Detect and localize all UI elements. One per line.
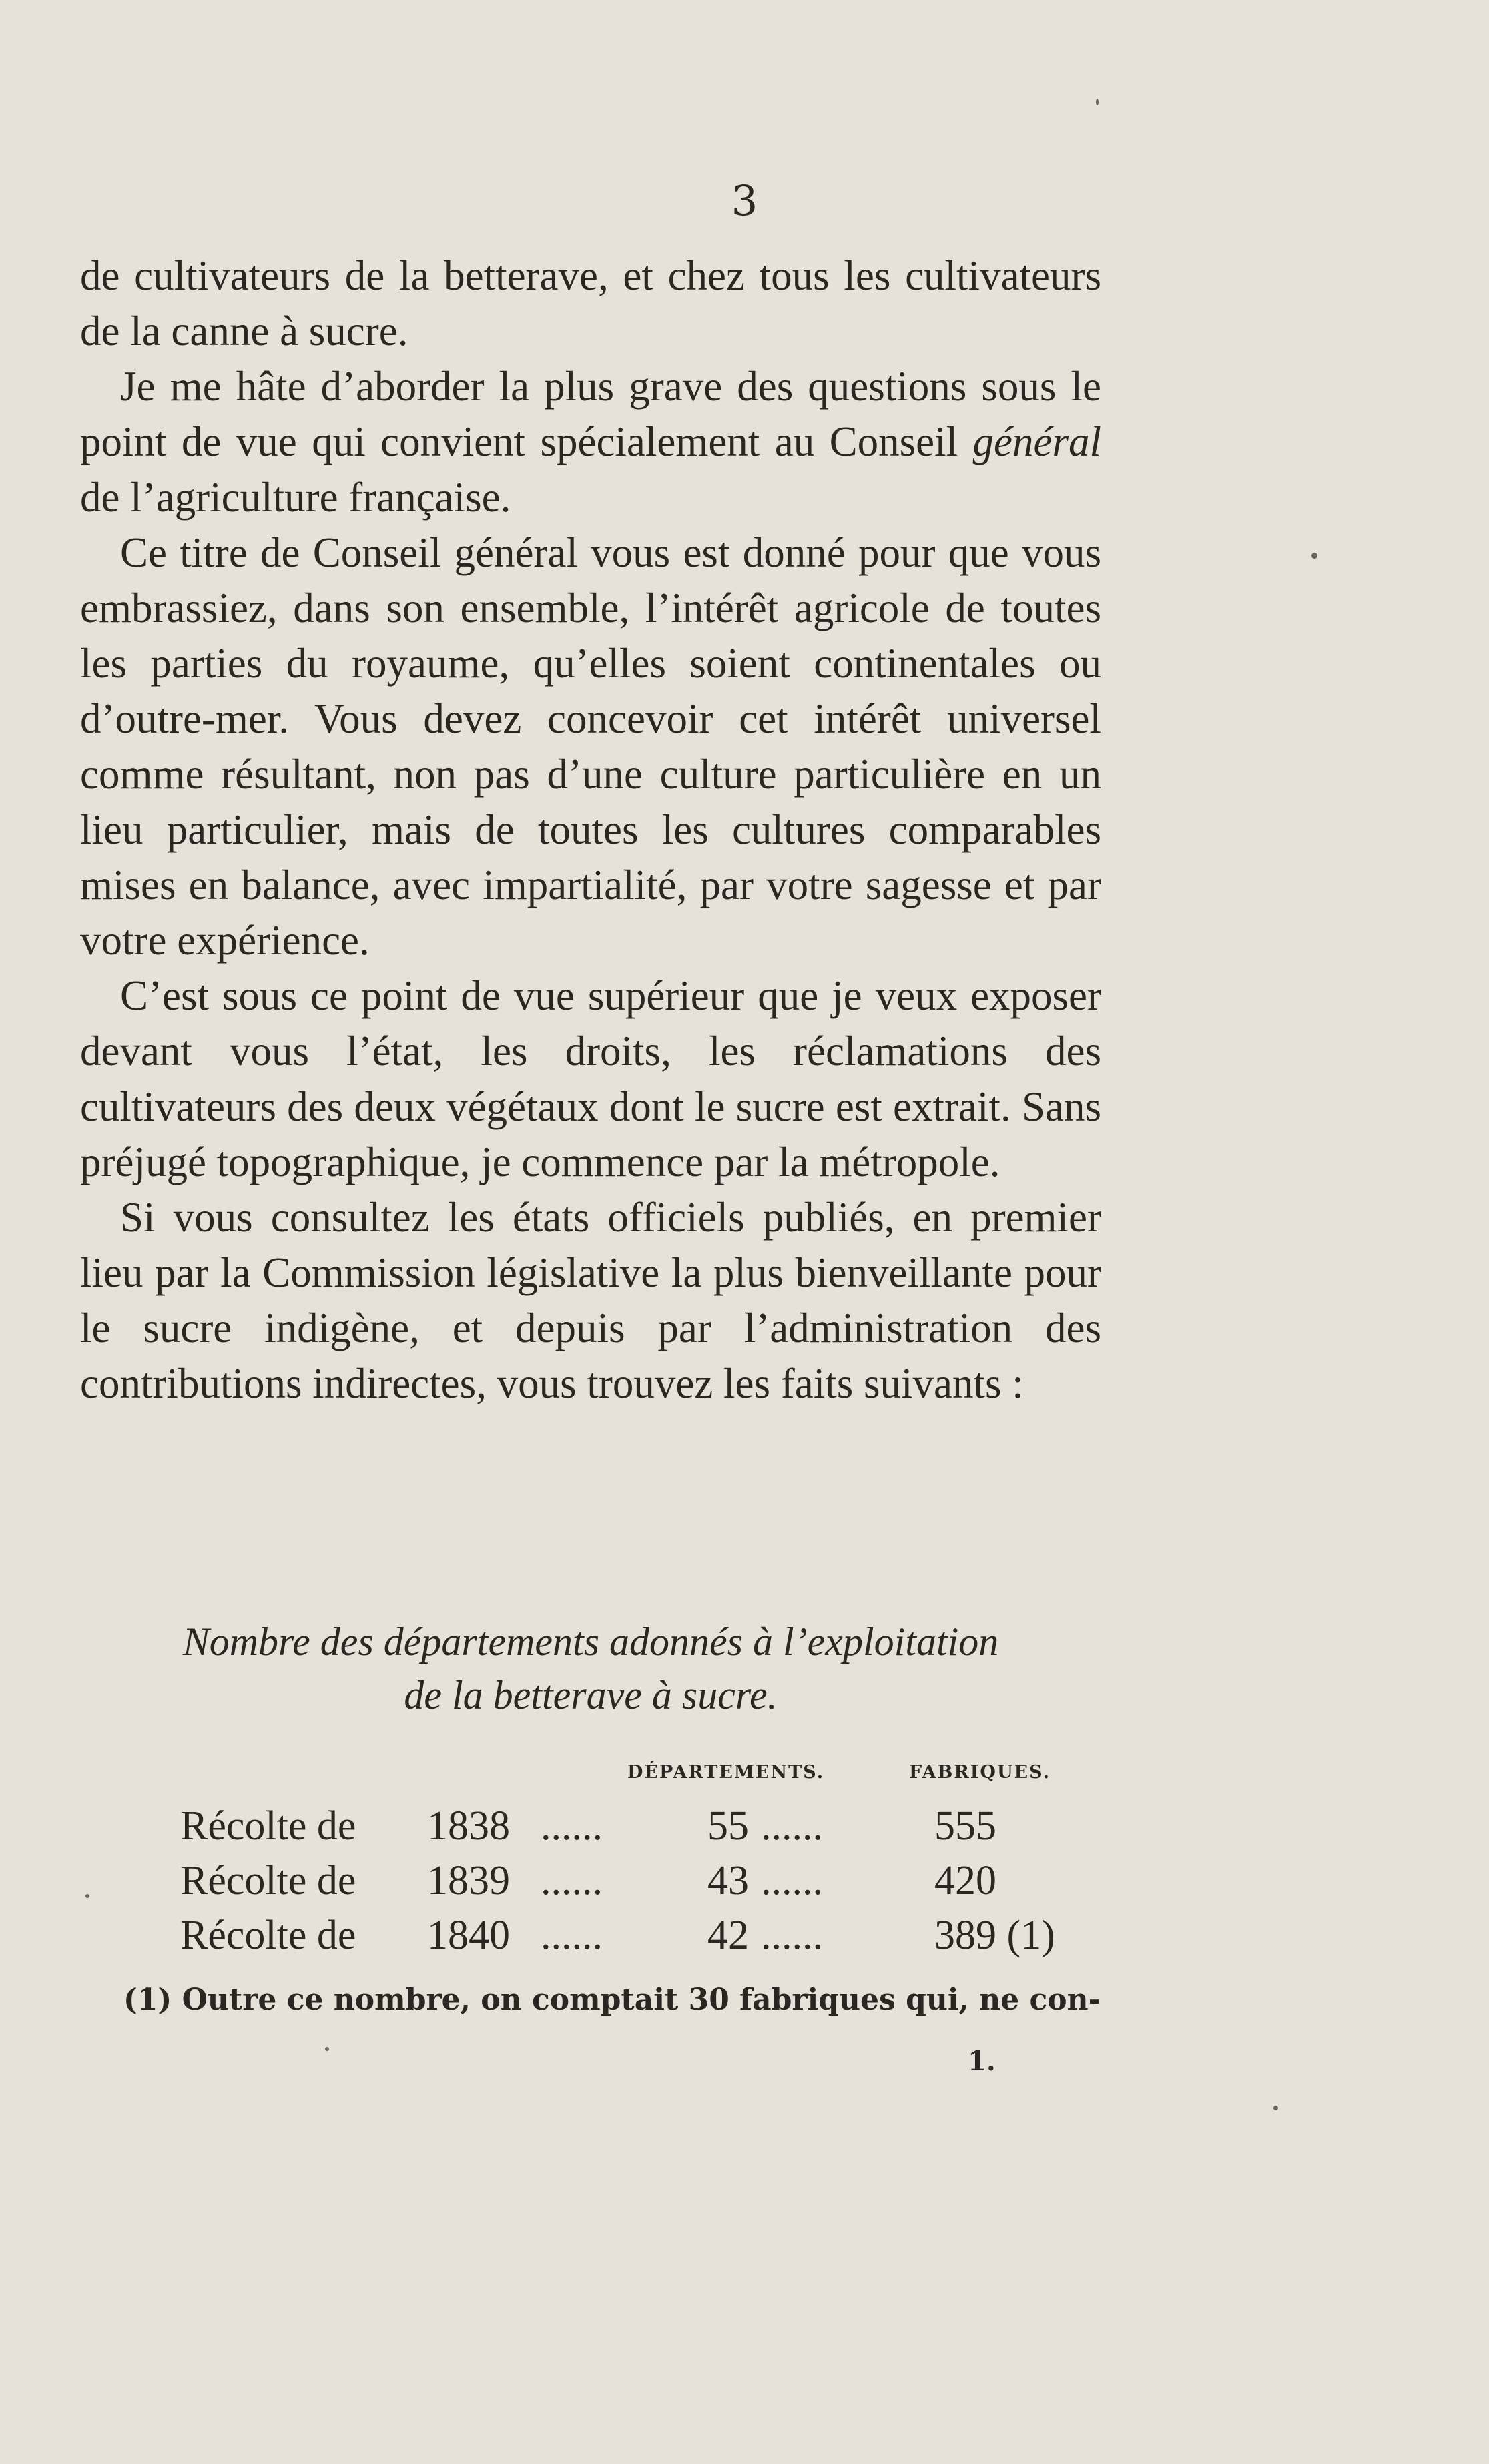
paragraph-2: Je me hâte d’aborder la plus grave des questions sous le point de vue qui convient spécialement au Conseil général de l’agriculture française. [80, 363, 1101, 521]
paragraph-4: C’est sous ce point de vue supérieur que je veux exposer devant vous l’état, les droits, les réclamations des cultivateurs des deux végétaux dont le sucre est extrait. Sans préjugé topographique, je commence par la métropole. [80, 972, 1101, 1185]
row-label: Récolte de [180, 1858, 356, 1903]
paragraph-3: Ce titre de Conseil général vous est donné pour que vous embrassiez, dans son ensemble, l’intérêt agricole de toutes les parties du royaume, qu’elles soient continentales ou d’outre-mer. Vous devez concevoir cet intérêt universel comme résultant, non pas d’une culture particulière en un lieu particulier, mais de toutes les cultures comparables mises en balance, avec impartialité, par votre sagesse et par votre expérience. [80, 529, 1101, 964]
page-number: 3 [731, 176, 758, 225]
body-text [80, 248, 1101, 1412]
row-dots: ...... [761, 1858, 823, 1903]
row-year: 1839 [427, 1858, 510, 1903]
row-dots: ...... [541, 1858, 603, 1903]
row-fabriques: 555 [934, 1803, 996, 1849]
paper-speck [85, 1894, 89, 1898]
paragraph-5: Si vous consultez les états officiels publiés, en premier lieu par la Commission législative la plus bienveillante pour le sucre indigène, et depuis par l’administration des contributions indirectes, vous trouvez les faits suivants : [80, 1194, 1101, 1407]
paper-speck [1273, 2106, 1278, 2110]
paragraph-1: de cultivateurs de la betterave, et chez tous les cultivateurs de la canne à sucre. [80, 252, 1101, 354]
row-dots: ...... [541, 1913, 603, 1958]
row-departements: 43 [707, 1858, 749, 1903]
row-year: 1838 [427, 1803, 510, 1849]
column-header-fabriques: FABRIQUES. [909, 1762, 1051, 1783]
footnote: (1) Outre ce nombre, on comptait 30 fabriques qui, ne con- [123, 1983, 1101, 2017]
row-fabriques: 389 (1) [934, 1913, 1055, 1958]
row-dots: ...... [761, 1913, 823, 1958]
paper-speck [1096, 99, 1099, 105]
table-title-line-2: de la betterave à sucre. [404, 1673, 778, 1717]
paper-speck [1311, 553, 1317, 559]
row-departements: 55 [707, 1803, 749, 1849]
signature-mark: 1. [968, 2046, 996, 2077]
row-label: Récolte de [180, 1913, 356, 1958]
row-dots: ...... [761, 1803, 823, 1849]
table-title-line-1: Nombre des départements adonnés à l’exploitation [182, 1620, 999, 1664]
row-dots: ...... [541, 1803, 603, 1849]
column-header-departements: DÉPARTEMENTS. [627, 1762, 825, 1783]
paper-speck [325, 2047, 329, 2051]
table-title [80, 1615, 1101, 1722]
row-fabriques: 420 [934, 1858, 996, 1903]
row-departements: 42 [707, 1913, 749, 1958]
row-year: 1840 [427, 1913, 510, 1958]
row-label: Récolte de [180, 1803, 356, 1849]
